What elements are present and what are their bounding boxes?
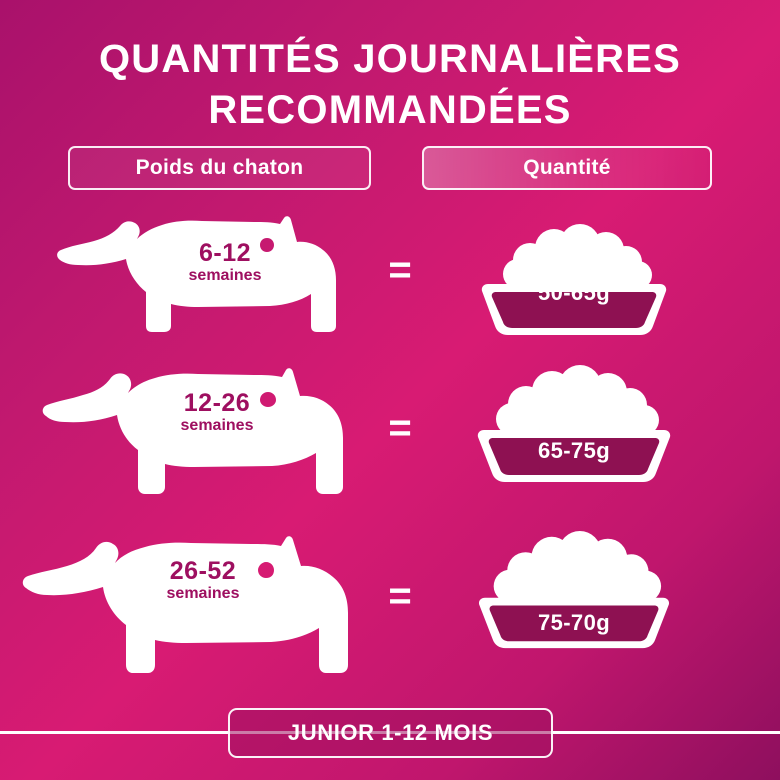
cat-silhouette-icon [34,360,354,500]
footer-badge [228,708,553,758]
cat-silhouette-icon [14,528,359,678]
page-title [0,34,780,136]
table-row [0,528,780,698]
food-bowl-icon [452,218,696,338]
header-quantity [422,146,712,190]
equals-sign: = [388,248,412,292]
row-amount: 65-75g [537,438,611,463]
row-age-unit: semaines [180,417,254,435]
cat-silhouette-icon [48,208,348,338]
footer-badge-label: JUNIOR 1-12 MOIS [287,720,494,745]
title-line-1: QUANTITÉS JOURNALIÈRES [98,37,681,81]
equals-sign: = [388,574,412,618]
table-row [0,360,780,530]
equals-sign: = [388,406,412,450]
header-weight [68,146,371,190]
title-line-2: RECOMMANDÉES [208,87,572,132]
header-quantity-label: Quantité [523,156,611,179]
column-headers [0,146,780,194]
food-bowl-icon [452,364,696,484]
row-age-main: 6-12 [198,239,252,267]
row-amount: 50-65g [537,280,611,305]
row-age-unit: semaines [188,267,262,285]
row-age-main: 26-52 [169,557,237,585]
row-age-unit: semaines [166,585,240,603]
row-amount: 75-70g [537,610,611,635]
table-row [0,208,780,378]
header-weight-label: Poids du chaton [135,156,304,179]
row-age-main: 12-26 [183,389,251,417]
